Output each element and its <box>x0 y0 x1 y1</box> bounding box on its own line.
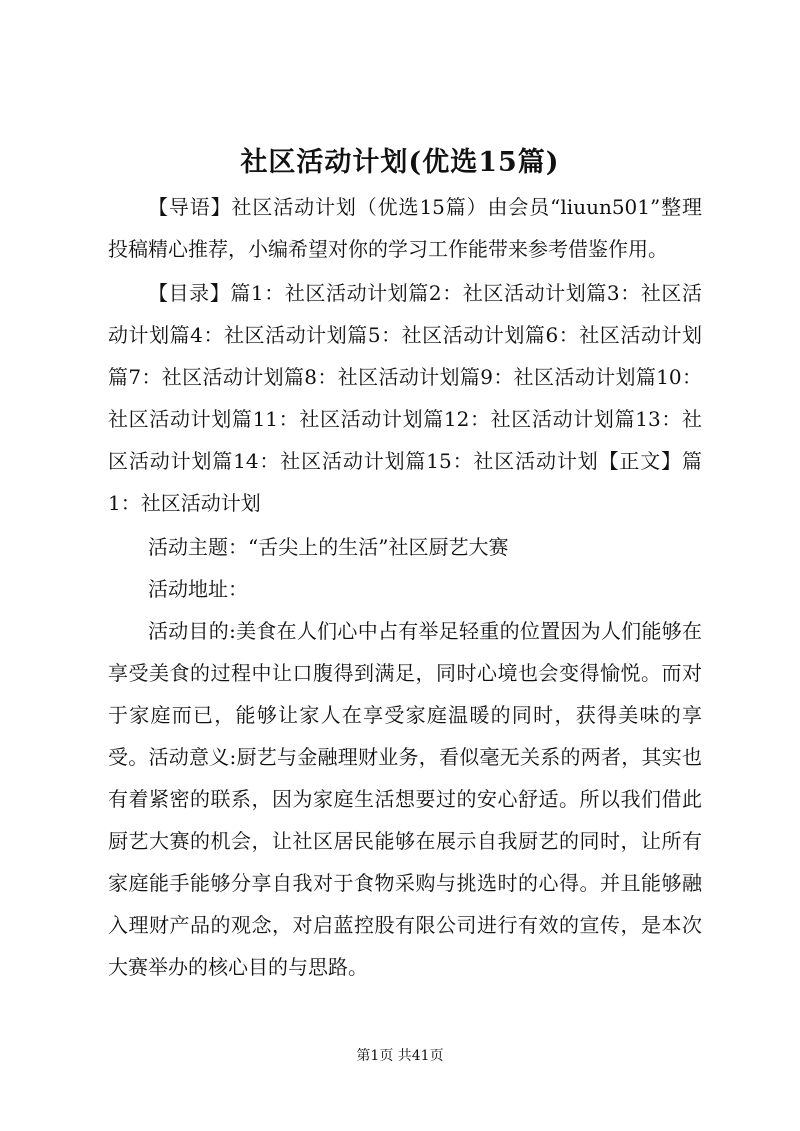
activity-theme: 活动主题：“舌尖上的生活”社区厨艺大赛 <box>148 535 509 559</box>
page-footer: 第1页 共41页 <box>356 1048 444 1064</box>
activity-address: 活动地址： <box>148 577 248 601</box>
document-body <box>108 186 702 988</box>
activity-purpose: 活动目的:美食在人们心中占有举足轻重的位置因为人们能够在享受美食的过程中让口腹得到满足，同时心境也会变得愉悦。而对于家庭而已，能够让家人在享受家庭温暖的同时，获得美味的享受。活动意义:厨艺与金融理财业务，看似毫无关系的两者，其实也有着紧密的联系，因为家庭生活想要过的安心舒适。所以我们借此厨艺大赛的机会，让社区居民能够在展示自我厨艺的同时，让所有家庭能手能够分享自我对于食物采购与挑选时的心得。并且能够融入理财产品的观念，对启蓝控股有限公司进行有效的宣传，是本次大赛举办的核心目的与思路。 <box>108 619 702 979</box>
contents-paragraph: 【目录】篇1：社区活动计划篇2：社区活动计划篇3：社区活动计划篇4：社区活动计划篇5：社区活动计划篇6：社区活动计划篇7：社区活动计划篇8：社区活动计划篇9：社区活动计划篇10：社区活动计划篇11：社区活动计划篇12：社区活动计划篇13：社区活动计划篇14：社区活动计划篇15：社区活动计划【正文】篇1：社区活动计划 <box>108 281 702 515</box>
document-title: 社区活动计划(优选15篇) <box>240 147 560 178</box>
intro-paragraph: 【导语】社区活动计划（优选15篇）由会员“liuun501”整理投稿精心推荐，小编希望对你的学习工作能带来参考借鉴作用。 <box>108 195 702 261</box>
